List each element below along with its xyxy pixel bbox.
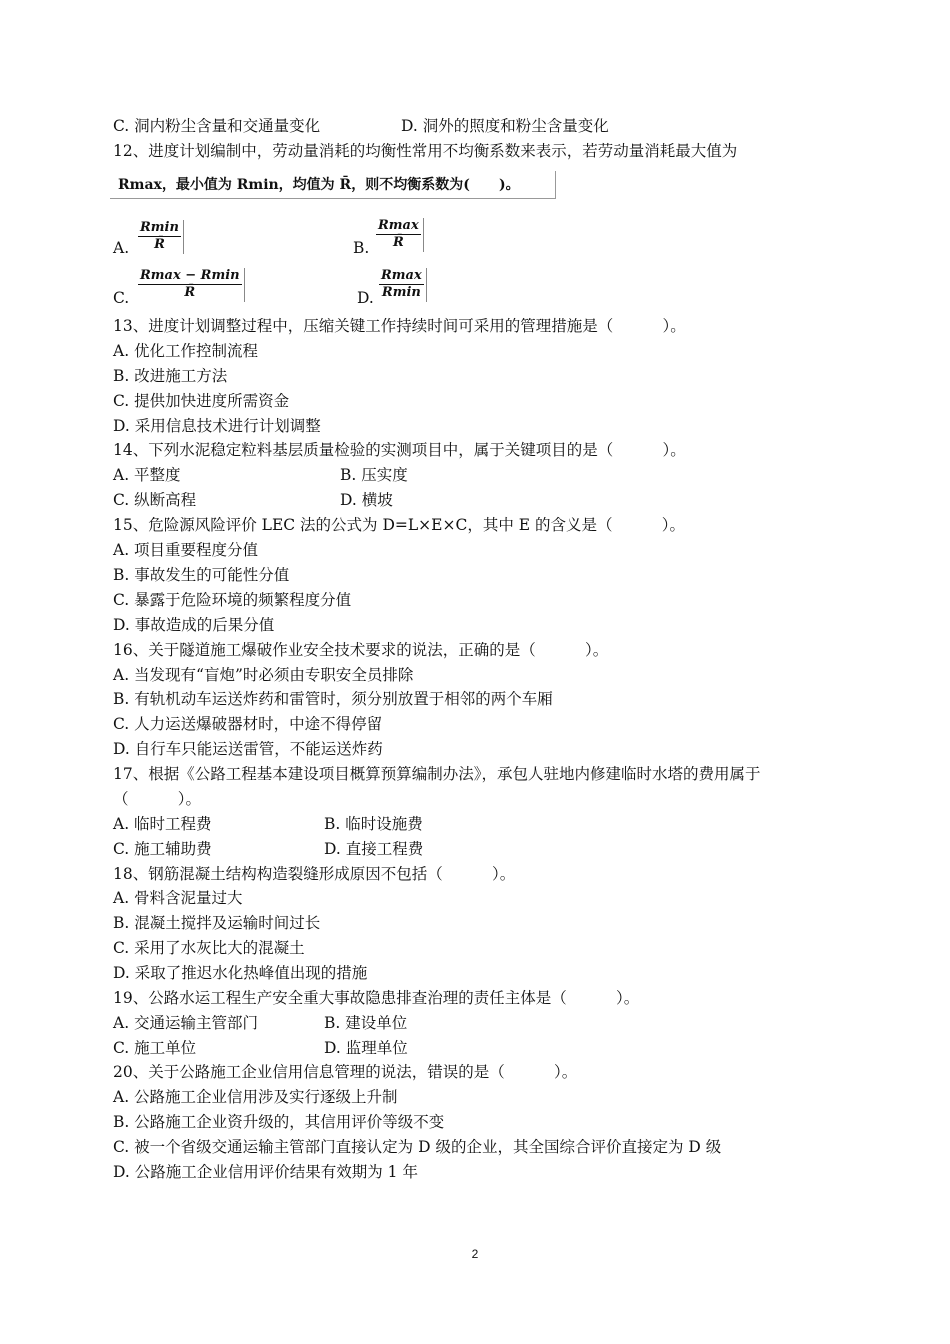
q12-image-text: Rmax，最小值为 Rmin，均值为 R̄，则不均衡系数为( )。	[118, 177, 520, 193]
q13-option-c: C. 提供加快进度所需资金	[113, 392, 290, 410]
q14-option-d: D. 横坡	[340, 491, 393, 509]
q14-option-a: A. 平整度	[113, 466, 181, 484]
q11-option-d: D. 洞外的照度和粉尘含量变化	[401, 117, 609, 135]
q20-option-a: A. 公路施工企业信用涉及实行逐级上升制	[113, 1088, 398, 1106]
q12-option-a-label: A.	[113, 239, 130, 257]
q12-option-d-label: D.	[357, 289, 374, 307]
q19-option-b: B. 建设单位	[324, 1014, 408, 1032]
q15-option-a: A. 项目重要程度分值	[113, 541, 259, 559]
q15-option-d: D. 事故造成的后果分值	[113, 616, 275, 634]
q16-option-d: D. 自行车只能运送雷管，不能运送炸药	[113, 740, 383, 758]
q14-option-c: C. 纵断高程	[113, 491, 197, 509]
q17-option-c: C. 施工辅助费	[113, 840, 212, 858]
q15-stem: 15、危险源风险评价 LEC 法的公式为 D=L×E×C，其中 E 的含义是（ ）。	[113, 516, 686, 534]
q19-option-d: D. 监理单位	[324, 1039, 408, 1057]
page-number: 2	[471, 1247, 479, 1261]
q13-option-a: A. 优化工作控制流程	[113, 342, 259, 360]
q18-stem: 18、钢筋混凝土结构构造裂缝形成原因不包括（ ）。	[113, 865, 516, 883]
q17-option-a: A. 临时工程费	[113, 815, 212, 833]
q18-option-a: A. 骨料含泥量过大	[113, 889, 243, 907]
q12-formula-image	[110, 171, 556, 199]
q18-option-b: B. 混凝土搅拌及运输时间过长	[113, 914, 321, 932]
q14-option-b: B. 压实度	[340, 466, 408, 484]
q13-option-b: B. 改进施工方法	[113, 367, 228, 385]
q16-option-c: C. 人力运送爆破器材时，中途不得停留	[113, 715, 383, 733]
q20-option-b: B. 公路施工企业资升级的，其信用评价等级不变	[113, 1113, 445, 1131]
q15-option-c: C. 暴露于危险环境的频繁程度分值	[113, 591, 352, 609]
q16-option-a: A. 当发现有“盲炮”时必须由专职安全员排除	[113, 666, 414, 684]
q17-stem-cont: （ ）。	[113, 790, 202, 808]
q19-option-a: A. 交通运输主管部门	[113, 1014, 259, 1032]
q12-option-d-formula: Rmax Rmin	[379, 268, 424, 301]
q11-option-c: C. 洞内粉尘含量和交通量变化	[113, 117, 321, 135]
q12-option-b-formula: Rmax R̄	[376, 218, 421, 251]
q13-option-d: D. 采用信息技术进行计划调整	[113, 417, 321, 435]
q18-option-d: D. 采取了推迟水化热峰值出现的措施	[113, 964, 368, 982]
q20-option-d: D. 公路施工企业信用评价结果有效期为 1 年	[113, 1163, 418, 1181]
q20-option-c: C. 被一个省级交通运输主管部门直接认定为 D 级的企业，其全国综合评价直接定为 D 级	[113, 1138, 722, 1156]
q12-option-a-formula: Rmin R̄	[138, 220, 181, 253]
q12-stem: 12、进度计划编制中，劳动量消耗的均衡性常用不均衡系数来表示，若劳动量消耗最大值为	[113, 142, 738, 160]
q19-option-c: C. 施工单位	[113, 1039, 197, 1057]
q12-option-b-label: B.	[353, 239, 370, 257]
q13-stem: 13、进度计划调整过程中，压缩关键工作持续时间可采用的管理措施是（ ）。	[113, 317, 686, 335]
q17-option-b: B. 临时设施费	[324, 815, 423, 833]
q15-option-b: B. 事故发生的可能性分值	[113, 566, 290, 584]
q20-stem: 20、关于公路施工企业信用信息管理的说法，错误的是（ ）。	[113, 1063, 578, 1081]
q17-option-d: D. 直接工程费	[324, 840, 424, 858]
q14-stem: 14、下列水泥稳定粒料基层质量检验的实测项目中，属于关键项目的是（ ）。	[113, 441, 686, 459]
q19-stem: 19、公路水运工程生产安全重大事故隐患排查治理的责任主体是（ ）。	[113, 989, 640, 1007]
q12-option-c-formula: Rmax − Rmin R̄	[138, 268, 242, 301]
q12-option-c-label: C.	[113, 289, 130, 307]
q16-option-b: B. 有轨机动车运送炸药和雷管时，须分别放置于相邻的两个车厢	[113, 690, 553, 708]
q16-stem: 16、关于隧道施工爆破作业安全技术要求的说法，正确的是（ ）。	[113, 641, 609, 659]
q17-stem: 17、根据《公路工程基本建设项目概算预算编制办法》，承包人驻地内修建临时水塔的费用属于	[113, 765, 761, 783]
q18-option-c: C. 采用了水灰比大的混凝土	[113, 939, 305, 957]
